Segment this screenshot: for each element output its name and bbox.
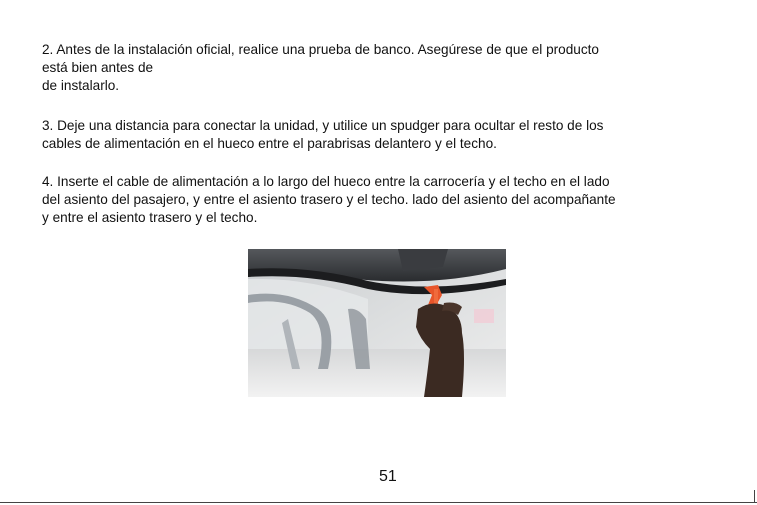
step-4-line-1: 4. Inserte el cable de alimentación a lo largo del hueco entre la carrocería y el techo en el lado <box>42 174 610 189</box>
corner-tick <box>754 490 755 502</box>
step-4-paragraph <box>42 173 732 227</box>
step-2-line-1: 2. Antes de la instalación oficial, realice una prueba de banco. Asegúrese de que el producto <box>42 42 599 57</box>
step-4-line-2: del asiento del pasajero, y entre el asiento trasero y el techo. lado del asiento del acompañante <box>42 192 616 207</box>
step-3-paragraph <box>42 117 732 153</box>
step-3-line-1: 3. Deje una distancia para conectar la unidad, y utilice un spudger para ocultar el resto de los <box>42 118 604 133</box>
cable-routing-illustration <box>248 249 506 397</box>
step-2-paragraph <box>42 41 732 95</box>
step-3-line-2: cables de alimentación en el hueco entre el parabrisas delantero y el techo. <box>42 136 497 151</box>
step-4-line-3: y entre el asiento trasero y el techo. <box>42 210 258 225</box>
bottom-divider <box>0 502 757 503</box>
step-2-line-3: de instalarlo. <box>42 78 120 93</box>
installation-photo <box>248 249 506 397</box>
page-number: 51 <box>379 468 397 485</box>
step-2-line-2: está bien antes de <box>42 60 154 75</box>
